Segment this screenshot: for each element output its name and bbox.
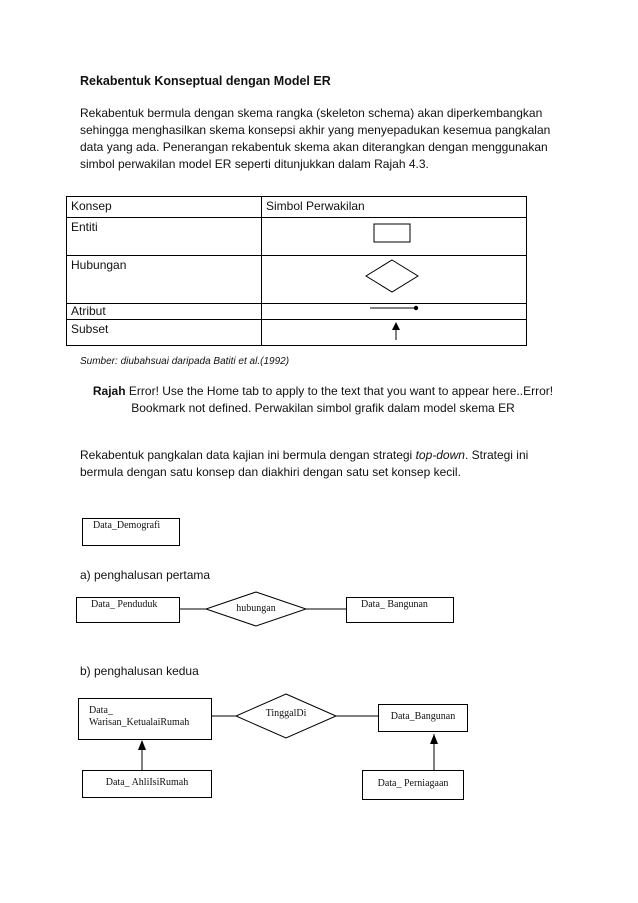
entity-data-warisan-ketualairumah: Data_ Warisan_KetualaiRumah: [78, 698, 212, 740]
entity-data-penduduk: Data_ Penduduk: [76, 597, 180, 623]
intro-paragraph: Rekabentuk bermula dengan skema rangka (skeleton schema) akan diperkembangkan sehingga menghasilkan skema konsepsi akhir yang menyepadukan kesemua pangkalan data yang ada. Penerangan rekabentuk skema akan diterangkan dengan menggunakan simbol perwakilan model ER seperti ditunjukkan dalam Rajah 4.3.: [80, 106, 551, 171]
section-title: Rekabentuk Konseptual dengan Model ER: [80, 74, 331, 88]
header-simbol: Simbol Perwakilan: [262, 197, 527, 218]
strategy-after: . Strategi ini bermula dengan satu konsep dan diakhiri dengan satu set konsep kecil.: [80, 448, 529, 479]
header-konsep: Konsep: [67, 197, 262, 218]
entity-data-ahliisirumah: Data_ AhliIsiRumah: [82, 770, 212, 798]
entity-data-bangunan-2: Data_Bangunan: [378, 704, 468, 732]
caption-text: Error! Use the Home tab to apply to the text that you want to appear here..Error! Bookmark not defined. Perwakilan simbol grafik dalam model skema ER: [125, 384, 554, 415]
relation-hubungan-label: hubungan: [236, 603, 276, 614]
row-subset: Subset: [67, 320, 262, 346]
entity-data-perniagaan: Data_ Perniagaan: [362, 770, 464, 800]
relation-tinggaldi-label: TinggalDi: [265, 708, 307, 719]
strategy-emph: top-down: [415, 448, 465, 462]
label-penghalusan-pertama: a) penghalusan pertama: [80, 568, 211, 582]
table-source: Sumber: diubahsuai daripada Batiti et al.(1992): [80, 356, 290, 367]
entity-data-demografi: Data_Demografi: [82, 518, 180, 546]
strategy-before: Rekabentuk pangkalan data kajian ini bermula dengan strategi: [80, 448, 416, 462]
row-atribut: Atribut: [67, 304, 262, 320]
caption-label: Rajah: [92, 384, 126, 398]
row-hubungan: Hubungan: [67, 256, 262, 304]
row-entiti: Entiti: [67, 218, 262, 256]
label-penghalusan-kedua: b) penghalusan kedua: [80, 664, 199, 678]
entity-data-bangunan: Data_ Bangunan: [346, 597, 454, 623]
